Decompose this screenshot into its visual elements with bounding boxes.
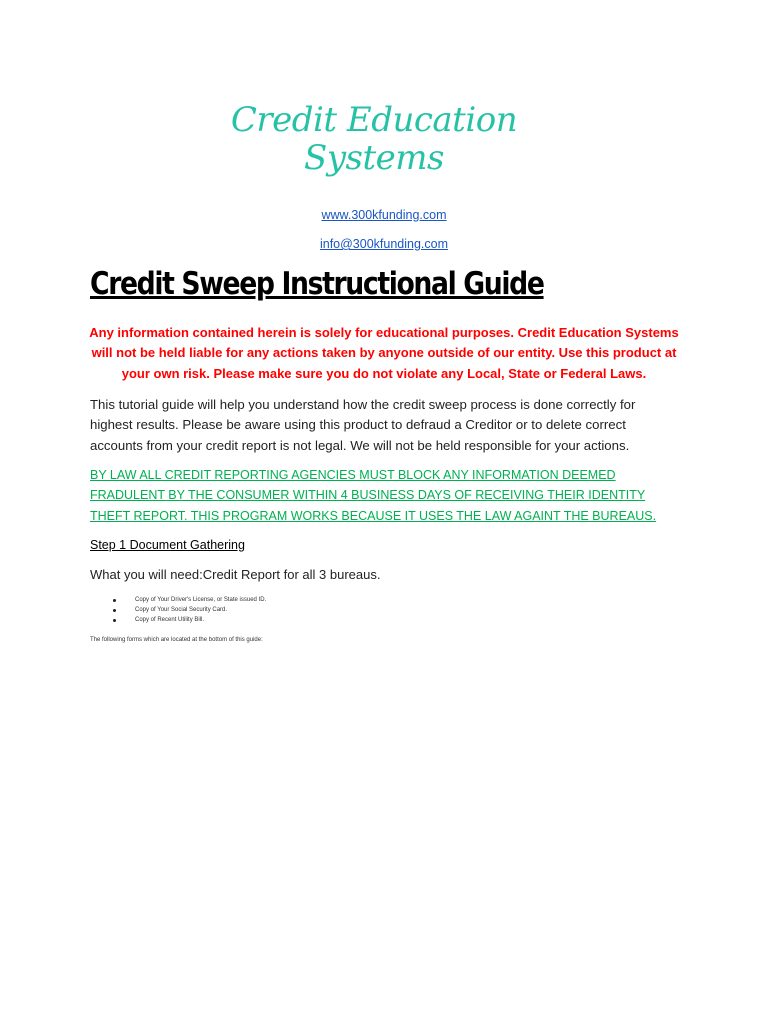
email-link[interactable]: info@300kfunding.com: [319, 237, 449, 251]
guide-title: Credit Sweep Instructional Guide: [90, 266, 544, 302]
intro-paragraph: This tutorial guide will help you understand how the credit sweep process is done correctly for highest results. Please be aware using this product to defraud a Creditor or to delete correct accounts from your credit report is not legal. We will not be held responsible for your actions.: [90, 397, 636, 453]
forms-note: The following forms which are located at the bottom of this guide:: [90, 637, 263, 643]
website-link[interactable]: www.300kfunding.com: [321, 208, 447, 222]
list-item: Copy of Recent Utility Bill.: [110, 615, 266, 625]
list-item: Copy of Your Driver's License, or State issued ID.: [110, 595, 266, 605]
document-list: [110, 595, 266, 625]
list-item: Copy of Your Social Security Card.: [110, 605, 266, 615]
step1-heading: Step 1 Document Gathering: [90, 538, 245, 552]
brand-title-line1: Credit Education: [230, 100, 518, 140]
law-notice-paragraph: BY LAW ALL CREDIT REPORTING AGENCIES MUST BLOCK ANY INFORMATION DEEMED FRADULENT BY THE CONSUMER WITHIN 4 BUSINESS DAYS OF RECEIVING THEIR IDENTITY THEFT REPORT. THIS PROGRAM WORKS BECAUSE IT USES THE LAW AGAINT THE BUREAUS.: [90, 468, 657, 523]
disclaimer-paragraph: Any information contained herein is solely for educational purposes. Credit Education Systems will not be held liable for any actions taken by anyone outside of our entity. Use this product at your own risk. Please make sure you do not violate any Local, State or Federal Laws.: [89, 325, 679, 381]
brand-title-line2: Systems: [304, 138, 444, 178]
requirements-text: What you will need:Credit Report for all 3 bureaus.: [90, 567, 381, 582]
